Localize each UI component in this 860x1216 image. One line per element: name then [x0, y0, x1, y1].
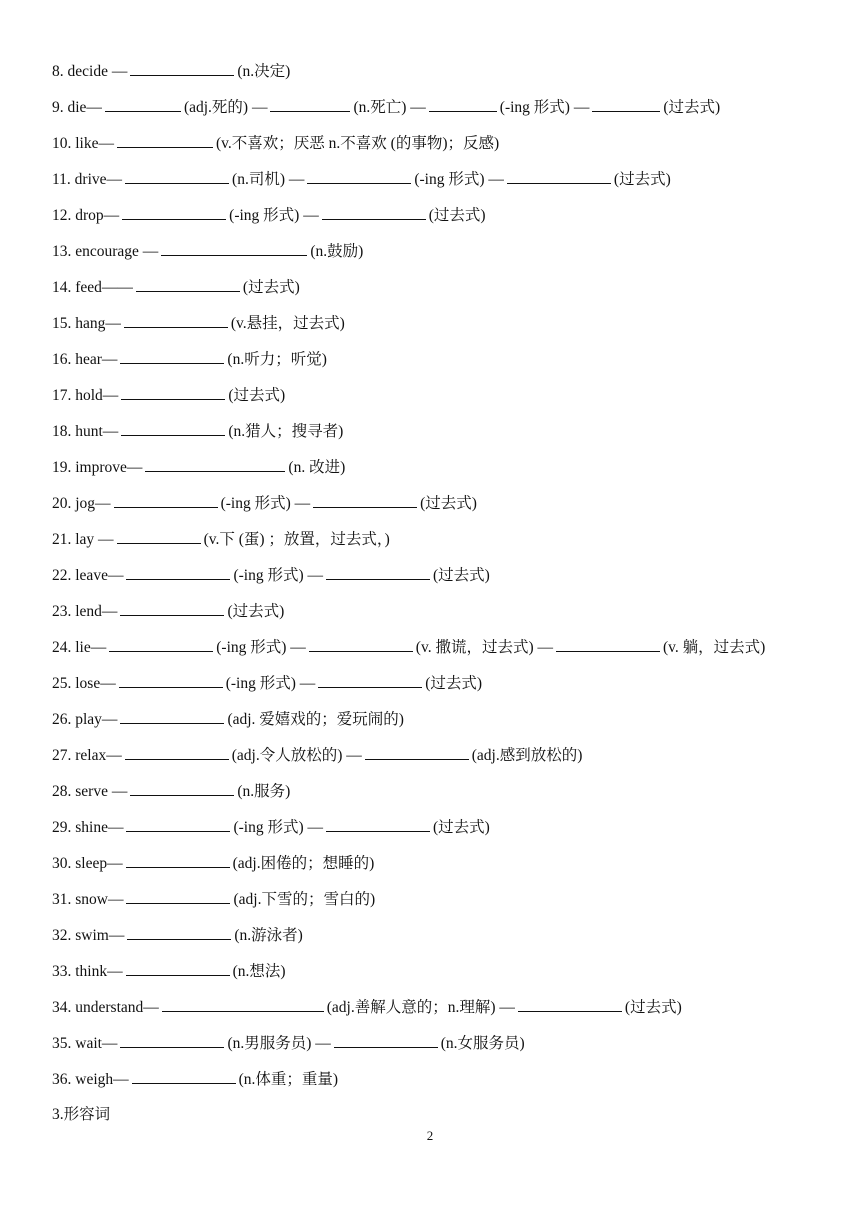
answer-blank[interactable] [125, 742, 229, 760]
answer-blank[interactable] [119, 670, 223, 688]
answer-blank[interactable] [326, 562, 430, 580]
exercise-word: 21. lay — [52, 531, 114, 548]
answer-blank[interactable] [313, 490, 417, 508]
exercise-line [52, 850, 852, 886]
exercise-hint: (adj.下雪的；雪白的) [233, 891, 376, 908]
answer-blank[interactable] [121, 418, 225, 436]
exercise-word: 32. swim— [52, 927, 125, 944]
exercise-hint: (v.不喜欢；厌恶 n.不喜欢 (的事物)；反感) [216, 135, 500, 152]
exercise-word: 19. improve— [52, 459, 143, 476]
answer-blank[interactable] [518, 994, 622, 1012]
exercise-line [52, 238, 852, 274]
exercise-line [52, 310, 852, 346]
exercise-line [52, 670, 852, 706]
answer-blank[interactable] [127, 922, 231, 940]
exercise-line [52, 634, 852, 670]
exercise-hint: (n.服务) [237, 783, 291, 800]
answer-blank[interactable] [132, 1066, 236, 1084]
exercise-word: 11. drive— [52, 171, 123, 188]
exercise-line [52, 922, 852, 958]
exercise-word: 8. decide — [52, 63, 128, 80]
exercise-hint: (n.鼓励) [310, 243, 364, 260]
exercise-line [52, 202, 852, 238]
answer-blank[interactable] [105, 94, 181, 112]
exercise-hint: (n.听力；听觉) [227, 351, 327, 368]
answer-blank[interactable] [130, 58, 234, 76]
exercise-hint: (n.猎人；搜寻者) [228, 423, 344, 440]
answer-blank[interactable] [507, 166, 611, 184]
exercise-line [52, 526, 852, 562]
exercise-hint: (v. 躺，过去式) [663, 639, 766, 656]
answer-blank[interactable] [117, 526, 201, 544]
exercise-word: 25. lose— [52, 675, 116, 692]
answer-blank[interactable] [556, 634, 660, 652]
exercise-word: 23. lend— [52, 603, 118, 620]
exercise-line [52, 742, 852, 778]
exercise-word: 28. serve — [52, 783, 128, 800]
answer-blank[interactable] [120, 1030, 224, 1048]
exercise-line [52, 706, 852, 742]
answer-blank[interactable] [124, 310, 228, 328]
exercise-word: 10. like— [52, 135, 114, 152]
exercise-line [52, 454, 852, 490]
exercise-hint: (n.体重；重量) [238, 1071, 339, 1088]
exercise-word: 16. hear— [52, 351, 118, 368]
exercise-line [52, 814, 852, 850]
answer-blank[interactable] [162, 994, 324, 1012]
exercise-hint: (n. 改进) [288, 459, 346, 476]
exercise-hint: (n.游泳者) [234, 927, 303, 944]
exercise-word: 26. play— [52, 711, 118, 728]
exercise-line [52, 58, 852, 94]
exercise-hint: (v.下 (蛋) ；放置，过去式，) [203, 531, 390, 548]
exercise-line [52, 958, 852, 994]
exercise-hint: (n.男服务员) — [227, 1035, 331, 1052]
exercise-hint: (n.女服务员) [440, 1035, 525, 1052]
exercise-word: 29. shine— [52, 819, 124, 836]
answer-blank[interactable] [125, 166, 229, 184]
exercise-word: 13. encourage — [52, 243, 159, 260]
exercise-word: 31. snow— [52, 891, 124, 908]
answer-blank[interactable] [126, 814, 230, 832]
exercise-hint: (过去式) [624, 999, 682, 1016]
exercise-word: 35. wait— [52, 1035, 118, 1052]
answer-blank[interactable] [136, 274, 240, 292]
exercise-line [52, 1030, 852, 1066]
answer-blank[interactable] [122, 202, 226, 220]
answer-blank[interactable] [120, 706, 224, 724]
exercise-hint: (过去式) [227, 603, 285, 620]
exercise-hint: (-ing 形式) — [220, 495, 311, 512]
exercise-hint: (n.司机) — [232, 171, 305, 188]
exercise-word: 20. jog— [52, 495, 111, 512]
exercise-word: 17. hold— [52, 387, 119, 404]
exercise-hint: (adj.善解人意的；n.理解) — [326, 999, 515, 1016]
answer-blank[interactable] [307, 166, 411, 184]
exercise-word: 27. relax— [52, 747, 122, 764]
exercise-hint: (n.决定) [237, 63, 291, 80]
exercise-line [52, 598, 852, 634]
answer-blank[interactable] [322, 202, 426, 220]
exercise-word: 14. feed—— [52, 279, 133, 296]
answer-blank[interactable] [161, 238, 307, 256]
answer-blank[interactable] [120, 346, 224, 364]
exercise-word: 24. lie— [52, 639, 107, 656]
answer-blank[interactable] [334, 1030, 438, 1048]
answer-blank[interactable] [270, 94, 350, 112]
answer-blank[interactable] [318, 670, 422, 688]
exercise-word: 18. hunt— [52, 423, 119, 440]
exercise-line [52, 1066, 852, 1102]
exercise-word: 34. understand— [52, 999, 159, 1016]
exercise-line [52, 778, 852, 814]
exercise-word: 33. think— [52, 963, 123, 980]
exercise-line [52, 166, 852, 202]
exercise-hint: (adj.死的) — [183, 99, 268, 116]
answer-blank[interactable] [120, 598, 224, 616]
exercise-hint: (过去式) [428, 207, 486, 224]
exercise-hint: (过去式) [242, 279, 300, 296]
answer-blank[interactable] [365, 742, 469, 760]
exercise-hint: (adj.感到放松的) [471, 747, 583, 764]
exercise-hint: (-ing 形式) — [229, 207, 319, 224]
exercise-hint: (v. 撒谎，过去式) — [415, 639, 553, 656]
exercise-line [52, 562, 852, 598]
exercise-hint: (过去式) [433, 819, 490, 836]
answer-blank[interactable] [117, 130, 213, 148]
exercise-line [52, 346, 852, 382]
exercise-hint: (v.悬挂，过去式) [230, 315, 345, 332]
exercise-line [52, 274, 852, 310]
answer-blank[interactable] [126, 886, 230, 904]
answer-blank[interactable] [121, 382, 225, 400]
exercise-hint: (过去式) [613, 171, 671, 188]
exercise-hint: (-ing 形式) — [225, 675, 316, 692]
answer-blank[interactable] [130, 778, 234, 796]
exercise-hint: (-ing 形式) — [233, 567, 323, 584]
exercise-line [52, 418, 852, 454]
exercise-line [52, 490, 852, 526]
exercise-line [52, 382, 852, 418]
answer-blank[interactable] [309, 634, 413, 652]
exercise-list [52, 58, 852, 1102]
exercise-hint: (过去式) [433, 567, 490, 584]
answer-blank[interactable] [126, 562, 230, 580]
answer-blank[interactable] [592, 94, 660, 112]
exercise-word: 12. drop— [52, 207, 120, 224]
exercise-hint: (过去式) [228, 387, 286, 404]
exercise-word: 36. weigh— [52, 1071, 129, 1088]
exercise-word: 30. sleep— [52, 855, 123, 872]
answer-blank[interactable] [126, 850, 230, 868]
exercise-hint: (-ing 形式) — [233, 819, 324, 836]
exercise-hint: (n.死亡) — [353, 99, 426, 116]
exercise-hint: (-ing 形式) — [499, 99, 590, 116]
exercise-hint: (adj. 爱嬉戏的；爱玩闹的) [227, 711, 404, 728]
exercise-hint: (adj.令人放松的) — [231, 747, 362, 764]
answer-blank[interactable] [429, 94, 497, 112]
exercise-line [52, 94, 852, 130]
exercise-hint: (adj.困倦的；想睡的) [232, 855, 375, 872]
exercise-line [52, 994, 852, 1030]
answer-blank[interactable] [145, 454, 285, 472]
exercise-hint: (过去式) [420, 495, 477, 512]
exercise-word: 15. hang— [52, 315, 121, 332]
exercise-hint: (过去式) [425, 675, 483, 692]
exercise-word: 22. leave— [52, 567, 124, 584]
section-heading: 3.形容词 [52, 1106, 111, 1123]
answer-blank[interactable] [326, 814, 430, 832]
exercise-line [52, 886, 852, 922]
exercise-hint: (n.想法) [232, 963, 286, 980]
exercise-hint: (-ing 形式) — [216, 639, 306, 656]
answer-blank[interactable] [109, 634, 213, 652]
answer-blank[interactable] [114, 490, 218, 508]
exercise-hint: (过去式) [663, 99, 721, 116]
exercise-hint: (-ing 形式) — [414, 171, 504, 188]
exercise-line [52, 130, 852, 166]
answer-blank[interactable] [126, 958, 230, 976]
page-number: 2 [426, 1128, 434, 1143]
exercise-word: 9. die— [52, 99, 102, 116]
